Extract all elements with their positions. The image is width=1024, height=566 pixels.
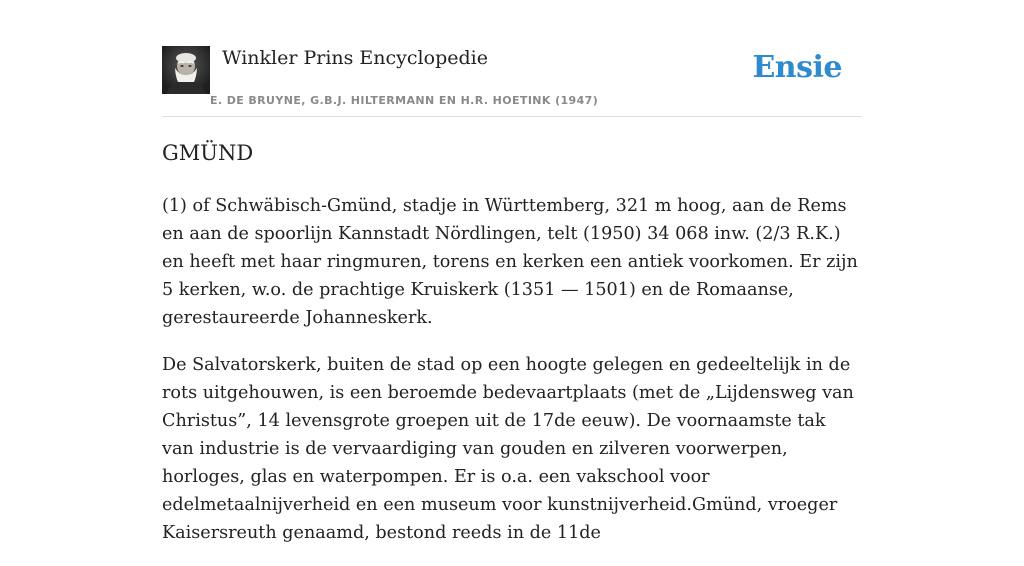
ensie-logo[interactable]: Ensie: [752, 50, 842, 85]
paragraph: De Salvatorskerk, buiten de stad op een hoogte gelegen en gedeeltelijk in de rots uitgehouwen, is een beroemde bedevaartplaats (met de „Lijdensweg van Christus”, 14 levensgrote groepen uit de 17de eeuw). De voornaamste tak van industrie is de vervaardiging van gouden en zilveren voorwerpen, horloges, glas en waterpompen. Er is o.a. een vakschool voor edelmetaalnijverheid en een museum voor kunstnijverheid.Gmünd, vroeger Kaisersreuth genaamd, bestond reeds in de 11de: [162, 355, 854, 543]
author-byline: E. DE BRUYNE, G.B.J. HILTERMANN EN H.R. HOETINK (1947): [210, 94, 599, 107]
entry-title: GMÜND: [162, 141, 254, 165]
site-title[interactable]: Winkler Prins Encyclopedie: [222, 47, 488, 69]
author-avatar: [162, 46, 210, 94]
site-header: [162, 46, 862, 117]
paragraph: (1) of Schwäbisch-Gmünd, stadje in Württemberg, 321 m hoog, aan de Rems en aan de spoorlijn Kannstadt Nördlingen, telt (1950) 34 068 inw. (2/3 R.K.) en heeft met haar ringmuren, torens en kerken een antiek voorkomen. Er zijn 5 kerken, w.o. de prachtige Kruiskerk (1351 — 1501) en de Romaanse, gerestaureerde Johanneskerk.: [162, 196, 858, 328]
article-body: [162, 192, 862, 566]
bearded-man-portrait-icon: [162, 46, 210, 94]
